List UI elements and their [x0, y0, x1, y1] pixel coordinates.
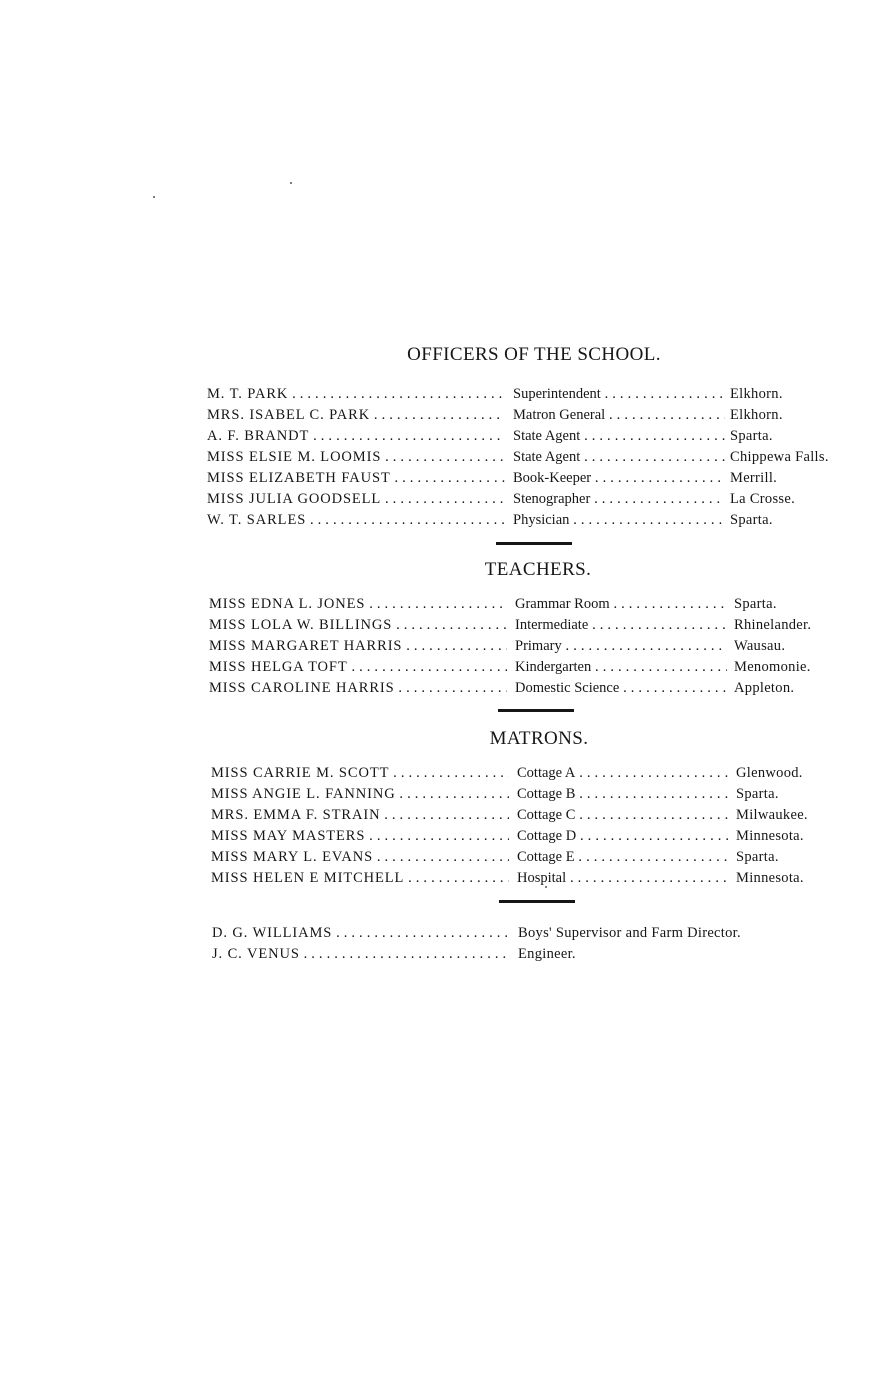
table-row: [207, 489, 857, 510]
matron-cottage: Cottage E . . .: [517, 847, 729, 868]
teacher-name: MISS EDNA L. JONES . . .: [209, 594, 507, 615]
matron-town: Minnesota.: [736, 828, 804, 844]
section-divider: [496, 542, 572, 545]
table-row: [211, 805, 851, 826]
officer-role: Stenographer . . .: [513, 489, 725, 510]
table-row: [211, 847, 851, 868]
teacher-role: Kindergarten . . .: [515, 657, 727, 678]
officer-role: Matron General . . .: [513, 405, 725, 426]
table-row: [207, 405, 857, 426]
officer-role: Physician . . .: [513, 510, 725, 531]
matron-town: Sparta.: [736, 849, 779, 865]
officer-name: M. T. PARK . . .: [207, 384, 505, 405]
section-heading-officers: OFFICERS OF THE SCHOOL.: [407, 344, 661, 365]
officer-role: Superintendent . . .: [513, 384, 725, 405]
section-divider: [498, 709, 574, 712]
table-row: [211, 763, 851, 784]
matron-cottage: Cottage D . . .: [517, 826, 729, 847]
teacher-town: Menomonie.: [734, 659, 811, 675]
scan-speck: [153, 196, 155, 198]
section-heading-teachers: TEACHERS.: [484, 559, 592, 580]
table-row: [207, 447, 857, 468]
table-row: [207, 510, 857, 531]
officer-name: MISS JULIA GOODSELL . . .: [207, 489, 505, 510]
teacher-name: MISS LOLA W. BILLINGS . . .: [209, 615, 507, 636]
matron-cottage: Cottage B . . .: [517, 784, 729, 805]
table-row: [207, 384, 857, 405]
matron-town: Minnesota.: [736, 870, 804, 886]
officer-role: Book-Keeper . . .: [513, 468, 725, 489]
officer-name: MRS. ISABEL C. PARK . . .: [207, 405, 505, 426]
matron-town: Milwaukee.: [736, 807, 808, 823]
table-row: [209, 594, 849, 615]
officer-role: State Agent . . .: [513, 426, 725, 447]
matron-name: MISS MAY MASTERS . . .: [211, 826, 509, 847]
teacher-role: Primary . . .: [515, 636, 727, 657]
table-row: [212, 944, 812, 965]
officer-role: State Agent . . .: [513, 447, 725, 468]
table-row: [211, 784, 851, 805]
teacher-name: MISS MARGARET HARRIS . . .: [209, 636, 507, 657]
section-heading-matrons: MATRONS.: [489, 728, 589, 749]
officer-town: Sparta.: [730, 428, 773, 444]
scan-speck: [290, 182, 292, 184]
teacher-role: Intermediate . . .: [515, 615, 727, 636]
matron-name: MISS MARY L. EVANS . . .: [211, 847, 509, 868]
officer-town: Merrill.: [730, 470, 778, 486]
officer-town: Elkhorn.: [730, 407, 783, 423]
teacher-name: MISS CAROLINE HARRIS . . .: [209, 678, 507, 699]
table-row: [212, 923, 812, 944]
officer-name: W. T. SARLES . . .: [207, 510, 505, 531]
staff-name: D. G. WILLIAMS . . .: [212, 923, 510, 944]
teacher-town: Appleton.: [734, 680, 795, 696]
table-row: [211, 826, 851, 847]
matron-cottage: Hospital . . .: [517, 868, 729, 889]
officer-name: MISS ELIZABETH FAUST . . .: [207, 468, 505, 489]
officer-town: Chippewa Falls.: [730, 449, 829, 465]
table-row: [209, 636, 849, 657]
teacher-town: Wausau.: [734, 638, 786, 654]
teacher-role: Domestic Science . . .: [515, 678, 727, 699]
staff-position: Engineer.: [518, 946, 576, 962]
table-row: [209, 657, 849, 678]
teacher-town: Sparta.: [734, 596, 777, 612]
officer-name: MISS ELSIE M. LOOMIS . . .: [207, 447, 505, 468]
staff-position: Boys' Supervisor and Farm Director.: [518, 925, 741, 941]
table-row: [211, 868, 851, 889]
table-row: [207, 468, 857, 489]
officer-town: Sparta.: [730, 512, 773, 528]
matron-town: Sparta.: [736, 786, 779, 802]
teacher-role: Grammar Room . . .: [515, 594, 727, 615]
table-row: [207, 426, 857, 447]
officer-name: A. F. BRANDT . . .: [207, 426, 505, 447]
section-divider: [499, 900, 575, 903]
matron-name: MISS ANGIE L. FANNING . . .: [211, 784, 509, 805]
staff-name: J. C. VENUS . . .: [212, 944, 510, 965]
table-row: [209, 678, 849, 699]
matron-name: MISS CARRIE M. SCOTT . . .: [211, 763, 509, 784]
officer-town: La Crosse.: [730, 491, 796, 507]
matron-name: MRS. EMMA F. STRAIN . . .: [211, 805, 509, 826]
officer-town: Elkhorn.: [730, 386, 783, 402]
teacher-town: Rhinelander.: [734, 617, 812, 633]
table-row: [209, 615, 849, 636]
matron-cottage: Cottage C . . .: [517, 805, 729, 826]
matron-name: MISS HELEN E MITCHELL . . .: [211, 868, 509, 889]
teacher-name: MISS HELGA TOFT . . .: [209, 657, 507, 678]
matron-town: Glenwood.: [736, 765, 803, 781]
matron-cottage: Cottage A . . .: [517, 763, 729, 784]
